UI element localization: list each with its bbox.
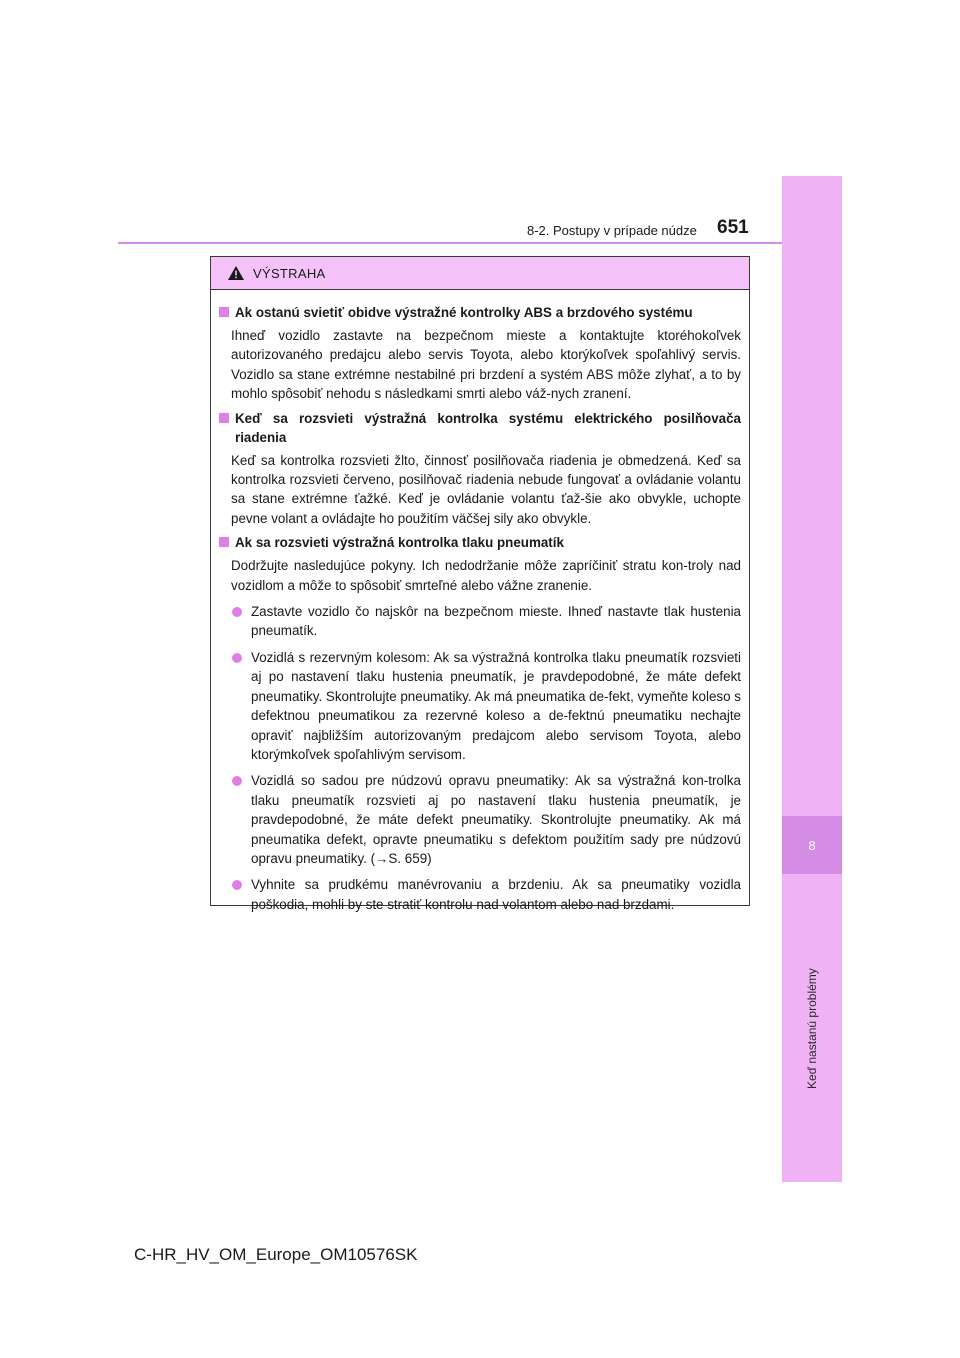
warning-header (211, 257, 749, 290)
list-item: Vozidlá s rezervným kolesom: Ak sa výstražná kontrolka tlaku pneumatík rozsvieti aj po nastavení tlaku hustenia pneumatík, je pravdepodobné, že máte defekt pneumatiky. Skontrolujte pneumatiky. Ak má pneumatika de-fekt, vymeňte koleso s defektnou pneumatikou za rezervné koleso a de-fektnú pneumatiku nechajte opraviť najbližším autorizovaným predajcom alebo servisom Toyota, alebo ktorýmkoľvek spoľahlivým servisom. (231, 648, 741, 764)
section-title: Keď sa rozsvieti výstražná kontrolka systému elektrického posilňovača riadenia (219, 409, 741, 447)
section-title: Ak ostanú svietiť obidve výstražné kontrolky ABS a brzdového systému (219, 303, 741, 322)
paragraph: Ihneď vozidlo zastavte na bezpečnom mieste a kontaktujte ktoréhokoľvek autorizovaného predajcu alebo servis Toyota, alebo ktorýkoľvek spoľahlivý servis. Vozidlo sa stane extrémne nestabilné pri brzdení a systém ABS môže zlyhať, a to by mohlo spôsobiť nehodu s následkami smrti alebo váž-nych zranení. (231, 328, 741, 402)
paragraph: Dodržujte nasledujúce pokyny. Ich nedodržanie môže zapríčiniť stratu kon-troly nad vozidlom a môže to spôsobiť smrteľné alebo vážne zranenie. (231, 558, 741, 593)
warning-triangle-icon (227, 265, 245, 281)
section-heading: 8-2. Postupy v prípade núdze (527, 223, 697, 238)
warning-body (211, 290, 749, 914)
document-code: C-HR_HV_OM_Europe_OM10576SK (134, 1245, 418, 1264)
list-item: Vyhnite sa prudkému manévrovaniu a brzdeniu. Ak sa pneumatiky vozidla poškodia, mohli by ste stratiť kontrolu nad volantom alebo nad brzdami. (231, 875, 741, 914)
warning-title: VÝSTRAHA (253, 265, 326, 281)
chapter-number: 8 (782, 816, 842, 874)
page-number: 651 (717, 217, 749, 238)
list-item: Zastavte vozidlo čo najskôr na bezpečnom mieste. Ihneď nastavte tlak hustenia pneumatík. (231, 602, 741, 641)
section-title: Ak sa rozsvieti výstražná kontrolka tlaku pneumatík (219, 533, 741, 552)
round-bullet-icon (232, 653, 242, 663)
warning-box (210, 256, 750, 912)
square-bullet-icon (219, 537, 229, 547)
round-bullet-icon (232, 776, 242, 786)
header-divider (118, 242, 782, 244)
square-bullet-icon (219, 413, 229, 423)
paragraph: Keď sa kontrolka rozsvieti žlto, činnosť posilňovača riadenia je obmedzená. Keď sa kontrolka rozsvieti červeno, posilňovač riadenia nebude fungovať a ovládanie volantu sa stane extrémne ťažké. Keď je ovládanie volantu ťaž-šie ako obvykle, uchopte pevne volant a ovládajte ho použitím väčšej sily ako obvykle. (231, 452, 741, 526)
round-bullet-icon (232, 880, 242, 890)
chapter-title: Keď nastanú problémy (805, 968, 819, 1090)
round-bullet-icon (232, 607, 242, 617)
chapter-side-tab (782, 176, 842, 1182)
list-item: Vozidlá so sadou pre núdzovú opravu pneumatiky: Ak sa výstražná kon-trolka tlaku pneumatík rozsvieti aj po nastavení tlaku hustenia pneumatík, je pravdepodobné, že máte defekt pneumatiky. Skontrolujte pneumatiky. Ak má pneumatika defekt, opravte pneumatiku s defektom použitím sady pre núdzovú opravu pneumatiky. (→S. 659) (231, 771, 741, 868)
square-bullet-icon (219, 307, 229, 317)
